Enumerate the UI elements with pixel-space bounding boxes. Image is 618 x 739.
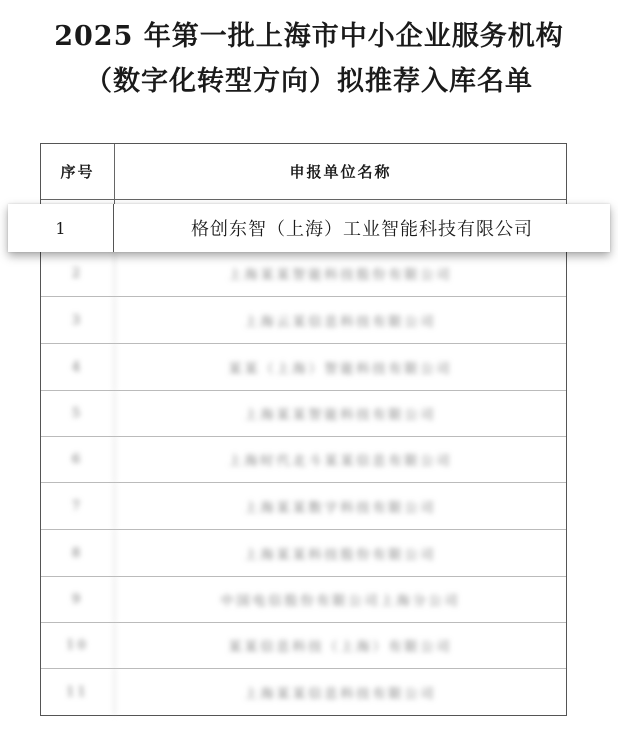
row-company-name: 某某信息科技（上海）有限公司 (228, 640, 453, 655)
row-company-name: 上海某某数字科技有限公司 (244, 500, 437, 516)
highlighted-table-row (8, 204, 610, 252)
table-row (41, 669, 566, 715)
table-row (41, 623, 566, 669)
table-row (41, 297, 566, 344)
row-company-name: 上海某某信息科技有限公司 (244, 686, 437, 702)
row-company-name: 上海时代北斗某某信息有限公司 (228, 454, 453, 469)
row-company-name: 中国电信股份有限公司上海分公司 (220, 594, 461, 609)
row-company-name: 上海某某科技股份有限公司 (244, 547, 437, 563)
table-row (41, 483, 566, 530)
row-company-name: 上海某某智能科技有限公司 (244, 408, 437, 423)
table-row (41, 344, 566, 391)
row-number: 5 (41, 391, 115, 436)
row-company-name: 某某（上海）智能科技有限公司 (228, 361, 453, 377)
highlighted-row-company-name: 格创东智（上海）工业智能科技有限公司 (191, 219, 533, 240)
row-company-name: 上海云某信息科技有限公司 (244, 314, 437, 330)
row-number: 11 (41, 669, 115, 715)
row-number: 2 (41, 250, 115, 296)
row-company-name: 上海某某智能科技股份有限公司 (228, 267, 453, 283)
table-row (41, 391, 566, 437)
document-title-line-2: （数字化转型方向）拟推荐入库名单 (85, 66, 533, 97)
table-row (41, 530, 566, 577)
row-number: 8 (41, 530, 115, 576)
row-number: 10 (41, 623, 115, 668)
row-number: 4 (41, 344, 115, 390)
row-number: 3 (41, 297, 115, 343)
document-title-line-1: 2025 年第一批上海市中小企业服务机构 (54, 21, 564, 52)
table-row (41, 577, 566, 623)
table-header-row (41, 144, 566, 200)
table-row (41, 250, 566, 297)
table-row (41, 437, 566, 483)
column-header-company-name: 申报单位名称 (289, 163, 392, 181)
row-number: 6 (41, 437, 115, 482)
highlighted-row-number: 1 (8, 204, 114, 252)
row-number: 9 (41, 577, 115, 622)
row-number: 7 (41, 483, 115, 529)
column-header-number: 序号 (41, 144, 115, 199)
